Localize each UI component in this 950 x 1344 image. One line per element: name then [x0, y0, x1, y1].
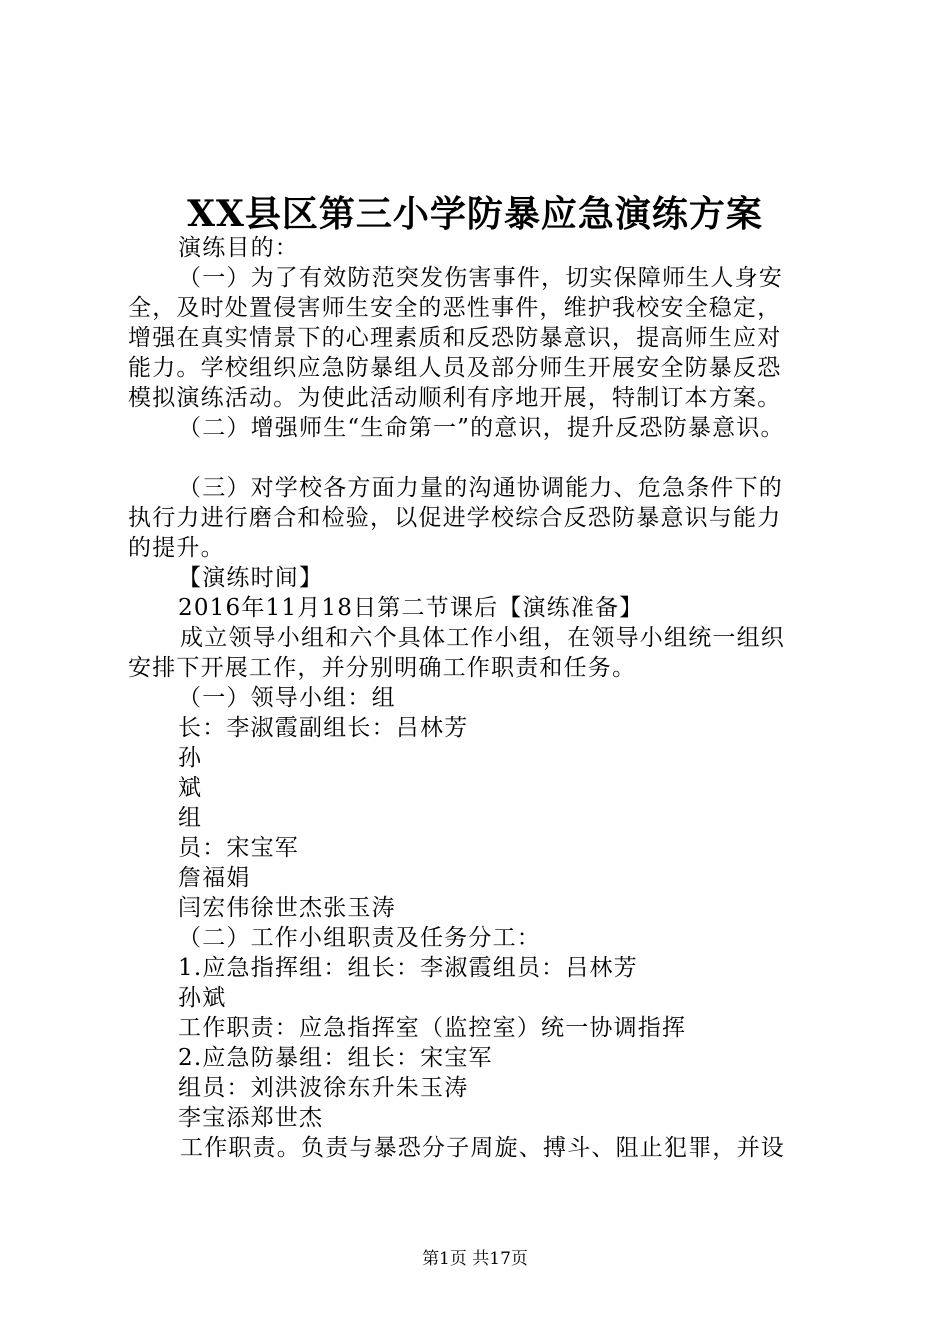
paragraph-gap — [128, 443, 848, 473]
paragraph-line: 的提升。 — [128, 535, 225, 561]
page-number-footer: 第1页 共17页 — [422, 1249, 528, 1269]
document-title: XX县区第三小学防暴应急演练方案 — [187, 193, 763, 235]
paragraph-line: 能力。学校组织应急防暴组人员及部分师生开展安全防暴反恐 — [128, 355, 782, 381]
paragraph-line: 安排下开展工作，并分别明确工作职责和任务。 — [128, 655, 637, 681]
paragraph-line: 工作职责。负责与暴恐分子周旋、搏斗、阻止犯罪，并设 — [180, 1135, 785, 1161]
paragraph-line: （一）为了有效防范突发伤害事件，切实保障师生人身安 — [178, 265, 783, 291]
paragraph-line: 执行力进行磨合和检验，以促进学校综合反恐防暴意识与能力 — [128, 505, 782, 531]
paragraph-line: 成立领导小组和六个具体工作小组，在领导小组统一组织 — [180, 625, 785, 651]
paragraph-line: 孙斌 — [178, 985, 227, 1011]
paragraph-line: 2.应急防暴组：组长：宋宝军 — [178, 1045, 493, 1071]
paragraph-line: 李宝添郑世杰 — [178, 1105, 324, 1131]
paragraph-line: 1.应急指挥组：组长：李淑霞组员：吕林芳 — [178, 955, 638, 981]
paragraph-line: （二）增强师生“生命第一”的意识，提升反恐防暴意识。 — [178, 415, 785, 441]
paragraph-line: 斌 — [178, 775, 203, 801]
paragraph-line: 长：李淑霞副组长：吕林芳 — [178, 715, 469, 741]
paragraph-line: 詹福娟 — [178, 865, 251, 891]
document-body — [128, 233, 848, 1163]
paragraph-line: 2016年11月18日第二节课后【演练准备】 — [178, 595, 644, 621]
paragraph-line: 模拟演练活动。为使此活动顺利有序地开展，特制订本方案。 — [128, 385, 782, 411]
paragraph-line: 组员：刘洪波徐东升朱玉涛 — [178, 1075, 469, 1101]
paragraph-line: 组 — [178, 805, 203, 831]
section-heading: 【演练时间】 — [178, 565, 324, 591]
paragraph-line: 员：宋宝军 — [178, 835, 299, 861]
paragraph-line: 闫宏伟徐世杰张玉涛 — [178, 895, 396, 921]
paragraph-line: （二）工作小组职责及任务分工： — [178, 925, 541, 951]
paragraph-line: 增强在真实情景下的心理素质和反恐防暴意识，提高师生应对 — [128, 325, 782, 351]
paragraph-line: 演练目的： — [178, 235, 299, 261]
paragraph-line: 工作职责：应急指挥室（监控室）统一协调指挥 — [178, 1015, 687, 1041]
paragraph-line: （一）领导小组：组 — [178, 685, 396, 711]
paragraph-line: 孙 — [178, 745, 203, 771]
paragraph-line: 全，及时处置侵害师生安全的恶性事件，维护我校安全稳定， — [128, 295, 782, 321]
paragraph-line: （三）对学校各方面力量的沟通协调能力、危急条件下的 — [178, 475, 783, 501]
